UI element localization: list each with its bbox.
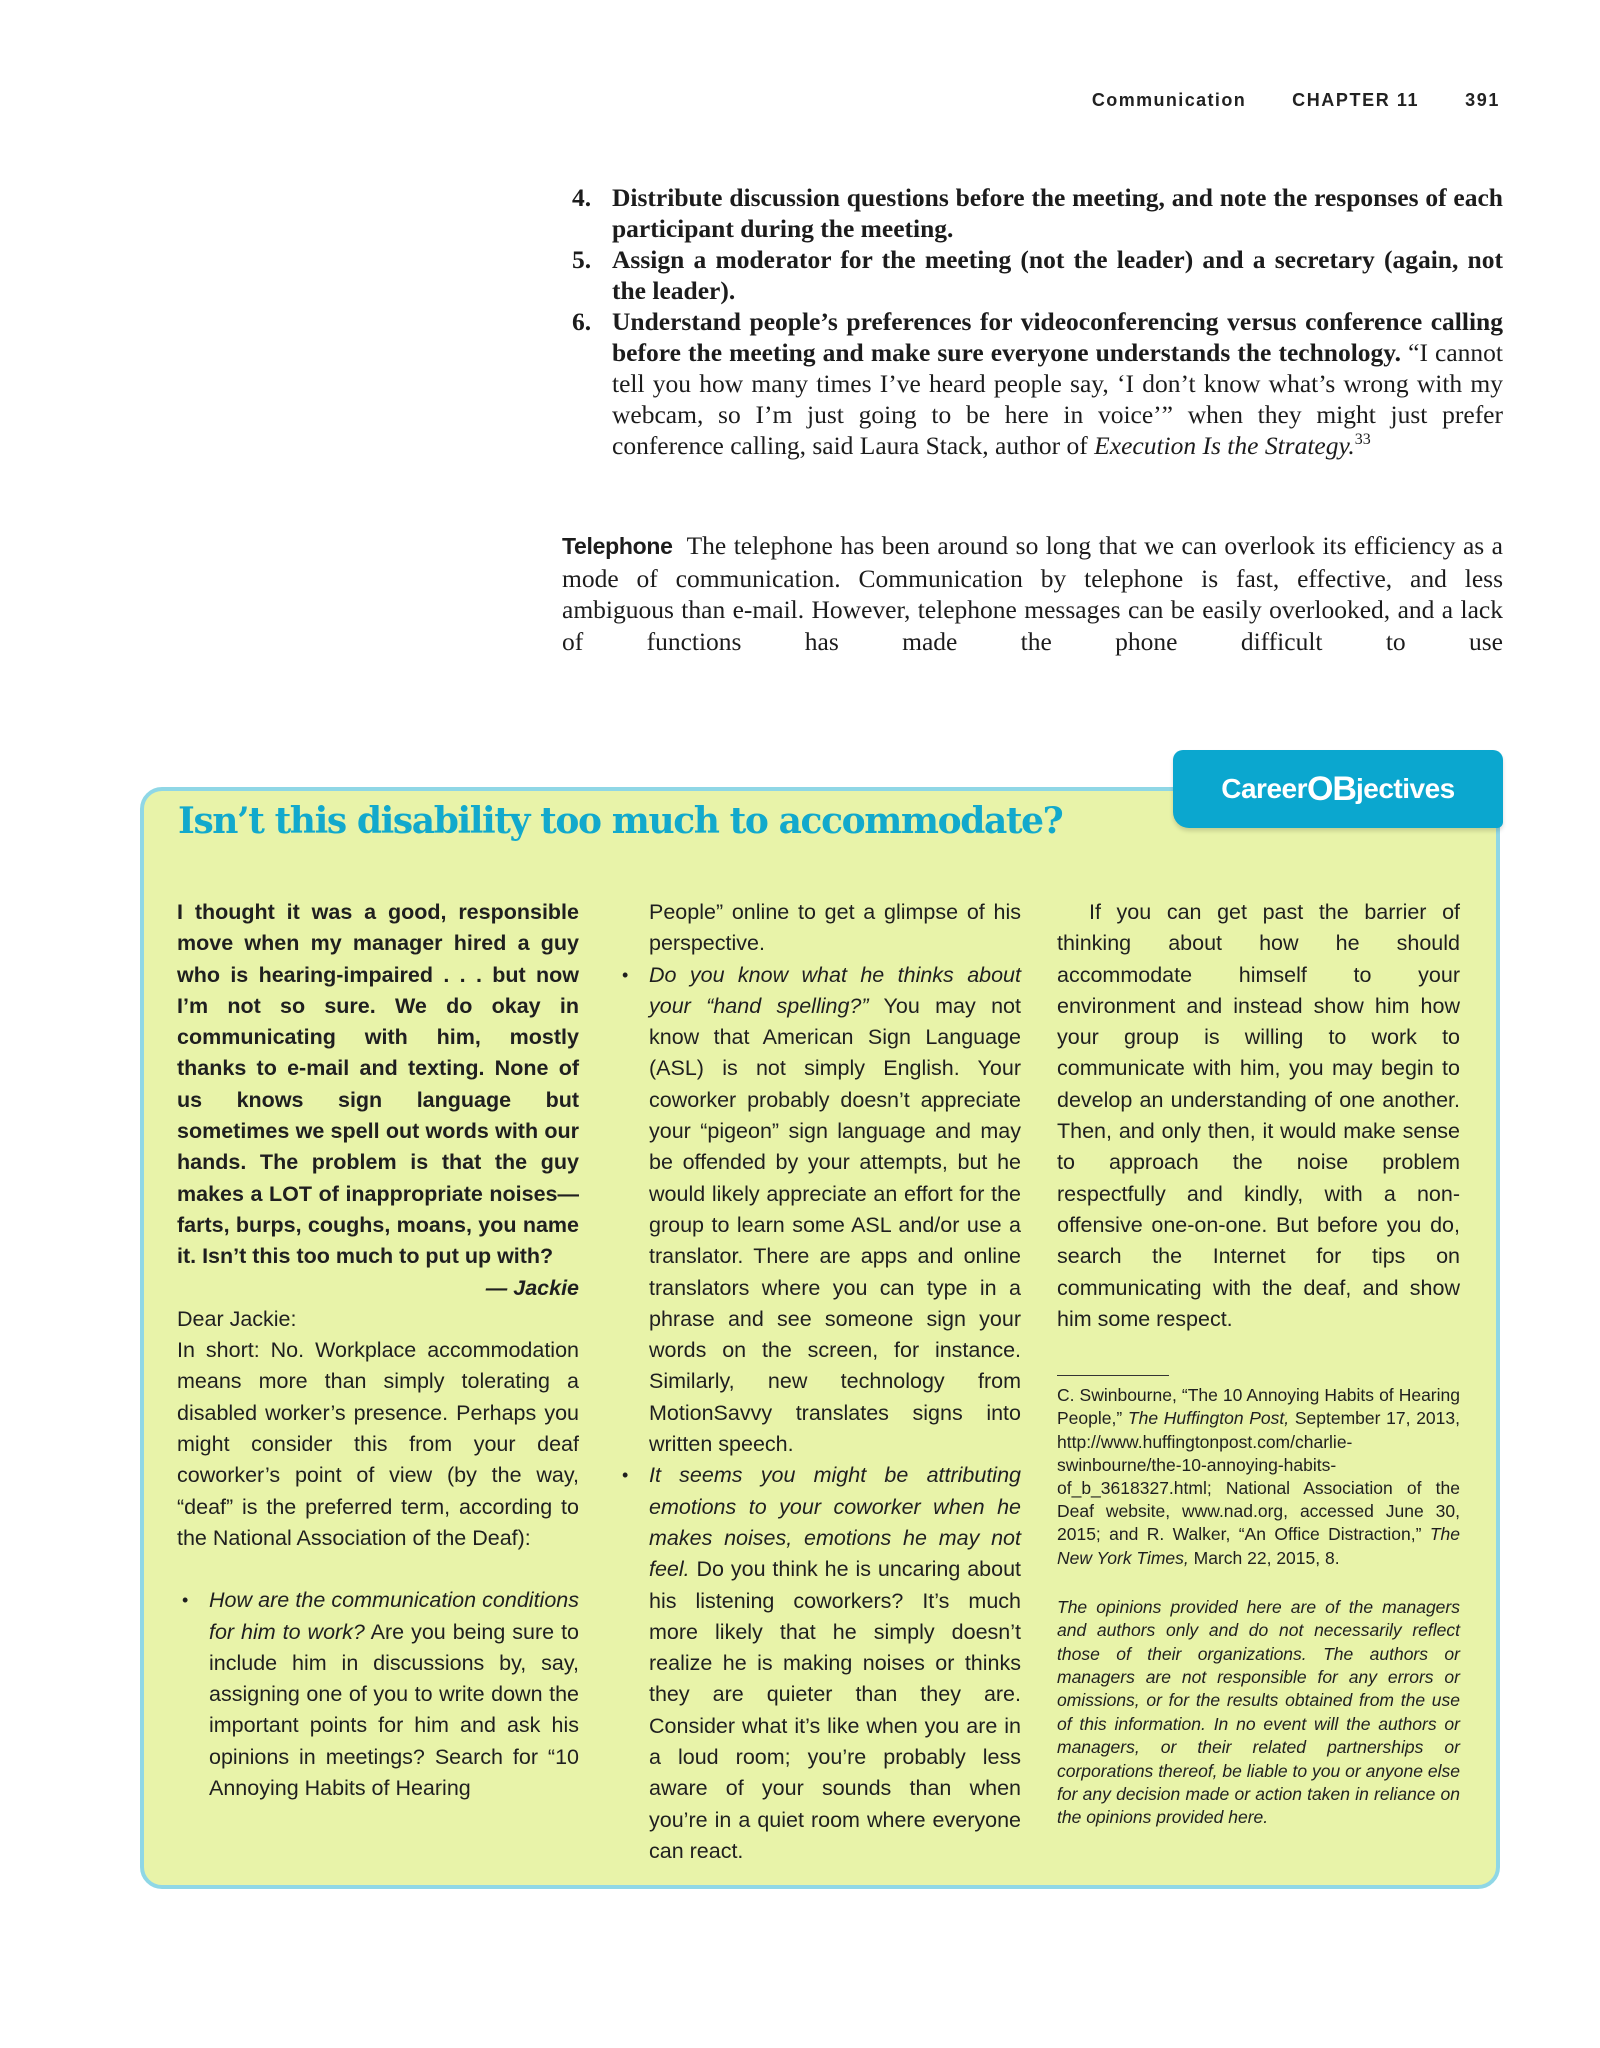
bullet-text: You may not know that American Sign Language (ASL) is not simply English. Your coworker probably doesn’t appreciate your “pigeon” sign language and may be offended by your attempts, but he would likely appreciate an effort for the group to learn some ASL and/or use a translator. There are apps and online translators where you can type in a phrase and see someone sign your words on the screen, for instance. Similarly, new technology from MotionSavvy translates signs into written speech. — [649, 993, 1021, 1457]
bullet-item — [177, 1585, 579, 1804]
list-item — [568, 306, 1503, 461]
page-number: 391 — [1465, 90, 1500, 110]
tab-label-part: jectives — [1355, 773, 1455, 804]
footnote-reference: 33 — [1354, 431, 1371, 448]
list-item-number: 6. — [572, 307, 592, 336]
chapter-label: CHAPTER 11 — [1292, 90, 1420, 110]
footnote — [1057, 1384, 1460, 1570]
footnote-text: September 17, 2013, http://www.huffingtonpost.com/charlie-swinbourne/the-10-annoying-habits-of_b_3618327.html; National Association of the Deaf website, www.nad.org, accessed June 30, 2015; and R. Walker, “An Office Distraction,” — [1057, 1408, 1460, 1545]
bullet-text: Do you think he is uncaring about his listening coworkers? It’s much more likely that he simply doesn’t realize he is making noises or thinks they are quieter than they are. Consider what it’s like when you are in a loud room; you’re probably less aware of your sounds than when you’re in a quiet room where everyone can react. — [649, 1557, 1021, 1863]
bullet-lead: Do you know what he thinks about your “hand spelling?” — [649, 962, 1021, 1018]
section-title: Communication — [1091, 90, 1247, 110]
bullet-item — [617, 960, 1021, 1461]
list-item — [568, 182, 1503, 244]
bullet-continuation: People” online to get a glimpse of his perspective. — [649, 900, 1021, 956]
list-item-bold-text: Distribute discussion questions before the meeting, and note the responses of each participant during the meeting. — [612, 183, 1503, 243]
telephone-text: The telephone has been around so long that we can overlook its efficiency as a mode of communication. Communication by telephone is fast, effective, and less ambiguous than e-mail. However, telephone messages can be easily overlooked, and a lack of functions has made the phone difficult to use — [562, 531, 1503, 656]
bullet-text: Are you being sure to include him in discussions by, say, assigning one of you to write down the important points for him and ask his opinions in meetings? Search for “10 Annoying Habits of Hearing — [209, 1619, 580, 1801]
book-title: Execution Is the Strategy. — [1094, 431, 1355, 460]
list-item-number: 4. — [572, 183, 592, 212]
telephone-paragraph — [562, 530, 1503, 657]
footnote-text: C. Swinbourne, “The 10 Annoying Habits of Hearing People,” — [1057, 1385, 1460, 1429]
list-item-bold-text: Understand people’s preferences for videoconferencing versus conference calling before the meeting and make sure everyone understands the technology. — [612, 307, 1503, 367]
disclaimer: The opinions provided here are of the managers and authors only and do not necessarily reflect those of their organizations. The authors or managers are not responsible for any errors or omissions, or for the results obtained from the use of this information. In no event will the authors or managers, or their related partnerships or corporations thereof, be liable to you or anyone else for any decision made or action taken in reliance on the opinions provided here. — [1057, 1596, 1460, 1828]
list-item-text: “I cannot tell you how many times I’ve heard people say, ‘I don’t know what’s wrong with my webcam, so I’m just going to be here in voice’” when they might just prefer conference calling, said Laura Stack, author of — [612, 338, 1504, 460]
salutation: Dear Jackie: — [177, 1306, 297, 1331]
footnote-text: March 22, 2015, 8. — [1188, 1547, 1340, 1568]
bullet-item — [617, 1460, 1021, 1867]
running-head — [1000, 90, 1500, 111]
footnote-rule — [1057, 1375, 1169, 1376]
closing-paragraph: If you can get past the barrier of thinking about how he should accommodate himself to your environment and instead show him how your group is willing to work to communicate with him, you may begin to develop an understanding of one another. Then, and only then, it would make sense to approach the noise problem respectfully and kindly, with a non-offensive one-on-one. But before you do, search the Internet for tips on communicating with the deaf, and show him some respect. — [1057, 900, 1460, 1331]
box-title: Isn’t this disability too much to accommodate? — [178, 800, 1063, 842]
column-1 — [177, 897, 579, 1804]
tab-label-emphasis: OB — [1306, 769, 1356, 808]
advice-bullets — [617, 960, 1021, 1868]
career-objectives-tab — [1173, 750, 1503, 828]
answer-intro: In short: No. Workplace accommodation means more than simply tolerating a disabled worker’s presence. Perhaps you might consider this from your deaf coworker’s point of view (by the way, “deaf” is the preferred term, according to the National Association of the Deaf): — [177, 1338, 579, 1550]
footnote-publication: The New York Times, — [1057, 1524, 1460, 1568]
list-item-bold-text: Assign a moderator for the meeting (not the leader) and a secretary (again, not the leader). — [612, 245, 1503, 305]
list-item — [568, 244, 1503, 306]
column-3 — [1057, 897, 1460, 1830]
footnote-publication: The Huffington Post, — [1127, 1408, 1290, 1429]
bullet-lead: How are the communication conditions for him to work? — [209, 1588, 579, 1644]
telephone-heading: Telephone — [562, 533, 673, 559]
advice-bullets — [177, 1585, 579, 1804]
list-item-number: 5. — [572, 245, 592, 274]
bullet-lead: It seems you might be attributing emotions to your coworker when he makes noises, emotions he may not feel. — [649, 1463, 1021, 1582]
reader-question: I thought it was a good, responsible move when my manager hired a guy who is hearing-impaired . . . but now I’m not so sure. We do okay in communicating with him, mostly thanks to e-mail and texting. None of us knows sign language but sometimes we spell out words with our hands. The problem is that the guy makes a LOT of inappropriate noises—farts, burps, coughs, moans, you name it. Isn’t this too much to put up with? — [177, 900, 579, 1269]
column-2 — [649, 897, 1021, 1867]
spacer — [177, 1554, 579, 1585]
tab-label-part: Career — [1221, 773, 1307, 804]
meeting-tips-list — [568, 182, 1503, 461]
signature: — Jackie — [485, 1275, 579, 1300]
